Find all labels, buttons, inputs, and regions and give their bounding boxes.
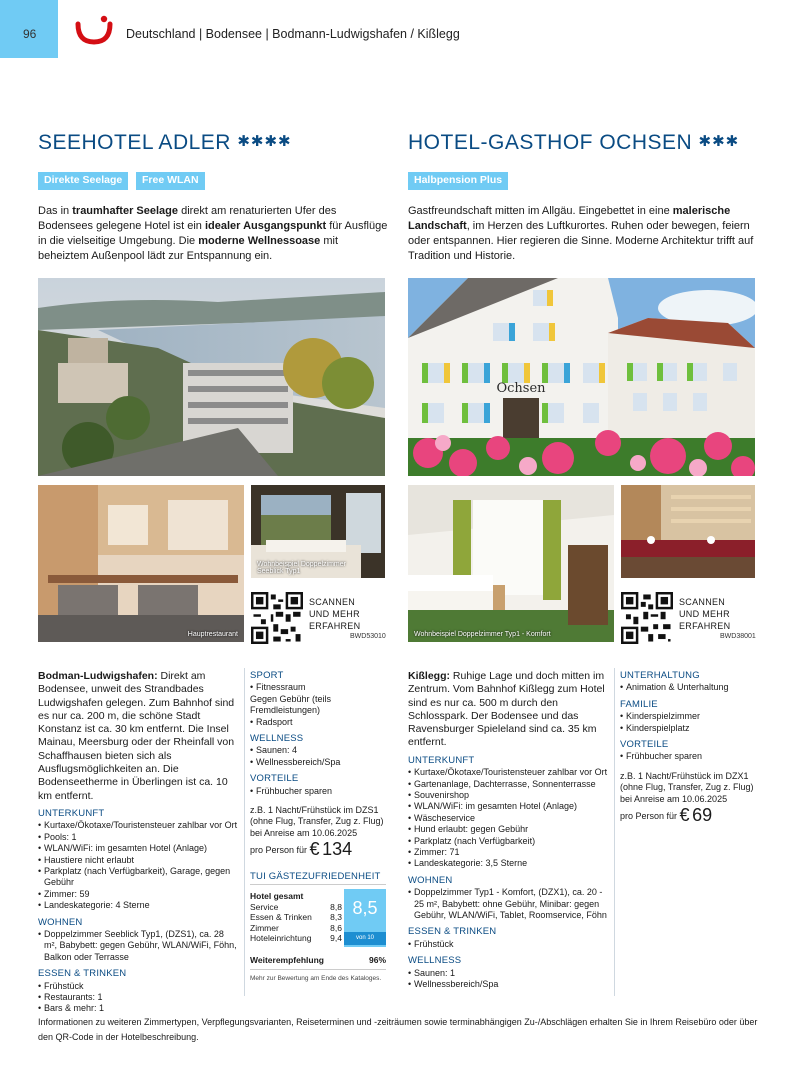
- list-item: • Kinderspielplatz: [620, 723, 756, 734]
- list-wellness-left: [250, 745, 386, 768]
- list-item: • Wäscheservice: [408, 813, 608, 824]
- section-unterkunft-right: UNTERKUNFT: [408, 754, 475, 766]
- section-familie-right: FAMILIE: [620, 698, 658, 710]
- price-example-right: z.B. 1 Nacht/Frühstück im DZX1 (ohne Flug, Transfer, Zug z. Flug) bei Anreise am 10.06.2025: [620, 770, 754, 804]
- price-left: pro Person für € 134: [250, 839, 353, 860]
- photo-aerial-lake: [38, 278, 385, 476]
- list-item: • Doppelzimmer Seeblick Typ1, (DZS1), ca. 28 m², Babybett: gegen Gebühr, WLAN/WiFi, Föhn, Balkon oder Terrasse: [38, 929, 238, 963]
- score-badge: 8,5 von 10: [344, 889, 386, 947]
- badge-wlan: Free WLAN: [136, 172, 205, 190]
- photo-room-right: [408, 485, 614, 642]
- rating-row: Hoteleinrichtung 9,4: [250, 933, 342, 944]
- column-divider: [614, 668, 615, 996]
- list-vorteile-left: [250, 786, 386, 797]
- price-right: pro Person für € 69: [620, 805, 713, 826]
- rating-panel: [250, 885, 386, 983]
- stars-icon: ✱✱✱✱: [237, 133, 292, 150]
- list-item: • Landeskategorie: 4 Sterne: [38, 900, 238, 911]
- tui-logo: [74, 14, 114, 46]
- recommendation-row: Weiterempfehlung 96%: [250, 955, 386, 969]
- badge-halbpension: Halbpension Plus: [408, 172, 508, 190]
- price-amount-right: 69: [692, 805, 713, 826]
- photo-restaurant: [38, 485, 244, 642]
- list-essen-left: [38, 981, 238, 1015]
- photo-facade: [408, 278, 755, 476]
- badge-seelage: Direkte Seelage: [38, 172, 128, 190]
- rating-note: Mehr zur Bewertung am Ende des Kataloges.: [250, 975, 382, 983]
- list-essen-right: [408, 939, 608, 950]
- qr-code-right[interactable]: [621, 592, 673, 644]
- list-item: • Frühstück: [38, 981, 238, 992]
- list-item: • Bars & mehr: 1: [38, 1003, 238, 1014]
- list-sport-left: [250, 682, 386, 693]
- list-item: • Pools: 1: [38, 832, 238, 843]
- list-item: • Parkplatz (nach Verfügbarkeit): [408, 836, 608, 847]
- list-item: • Doppelzimmer Typ1 - Komfort, (DZX1), ca. 20 - 25 m², Babybett: ohne Gebühr, Minibar: gegen Gebühr, WLAN/WiFi, Tablet, Roomservice, Föhn: [408, 887, 608, 921]
- caption-restaurant: Hauptrestaurant: [187, 631, 238, 638]
- list-item: • WLAN/WiFi: im gesamten Hotel (Anlage): [38, 843, 238, 854]
- section-essen-right: ESSEN & TRINKEN: [408, 926, 497, 938]
- section-vorteile-right: VORTEILE: [620, 739, 669, 751]
- rating-row: Essen & Trinken 8,3: [250, 912, 342, 923]
- list-item: • Kinderspielzimmer: [620, 711, 756, 722]
- rating-title: TUI GÄSTEZUFRIEDENHEIT: [250, 871, 386, 885]
- list-familie-right: [620, 711, 756, 734]
- list-unterkunft-left: [38, 820, 238, 911]
- location-text-right: Kißlegg: Ruhige Lage und doch mitten im Zentrum. Vom Bahnhof Kißlegg zum Hotel sind es nur ca. 500 m durch den Schlosspark. Der Bodensee und das Ravensburger Spieleland sind ca. 35 km entfernt.: [408, 670, 605, 749]
- rating-row: Zimmer 8,6: [250, 922, 342, 933]
- list-item: • Kurtaxe/Ökotaxe/Touristensteuer zahlbar vor Ort: [408, 767, 608, 778]
- list-item: • Saunen: 4: [250, 745, 386, 756]
- section-unterhaltung-right: UNTERHALTUNG: [620, 670, 700, 681]
- list-wohnen-left: [38, 929, 238, 963]
- left-details-col1: [38, 670, 238, 1015]
- list-vorteile-right: [620, 751, 756, 762]
- list-unterhaltung-right: [620, 682, 756, 693]
- photo-dining-right: [621, 485, 755, 578]
- price-amount-left: 134: [322, 839, 353, 860]
- list-item: • Souvenirshop: [408, 790, 608, 801]
- list-item: • Haustiere nicht erlaubt: [38, 855, 238, 866]
- sport-fee-note: Gegen Gebühr (teils Fremdleistungen): [250, 693, 332, 716]
- left-details-col2: [250, 670, 386, 983]
- list-item: • Zimmer: 59: [38, 889, 238, 900]
- page-number: 96: [23, 27, 37, 41]
- list-wohnen-right: [408, 887, 608, 921]
- list-item: • Fitnessraum: [250, 682, 386, 693]
- price-example-left: z.B. 1 Nacht/Frühstück im DZS1 (ohne Flug, Transfer, Zug z. Flug) bei Anreise am 10.06.2025: [250, 805, 384, 838]
- caption-room-right: Wohnbeispiel Doppelzimmer Typ1 - Komfort: [414, 631, 551, 638]
- booking-code-left: BWD53010: [350, 633, 386, 640]
- section-wohnen-right: WOHNEN: [408, 874, 453, 886]
- facade-sign: Ochsen: [496, 381, 546, 396]
- list-item: • Frühbucher sparen: [620, 751, 756, 762]
- intro-right: Gastfreundschaft mitten im Allgäu. Eingebettet in eine malerische Landschaft, im Herzen des Luftkurortes. Ruhen oder bewegen, feiern oder entspannen. Hier regieren die Sinne. Moderne Architektur trifft auf Tradition und Historie.: [408, 205, 754, 262]
- list-item: • Landeskategorie: 3,5 Sterne: [408, 858, 608, 869]
- list-unterkunft-right: [408, 767, 608, 870]
- section-unterkunft-left: UNTERKUNFT: [38, 807, 105, 819]
- list-item: • Hund erlaubt: gegen Gebühr: [408, 824, 608, 835]
- list-item: • Wellnessbereich/Spa: [408, 979, 608, 990]
- stars-icon: ✱✱✱: [698, 133, 740, 150]
- list-item: • Wellnessbereich/Spa: [250, 757, 386, 768]
- footer-note: Informationen zu weiteren Zimmertypen, Verpflegungsvarianten, Reiseterminen und -zeiträumen sowie terminabhängigen Zu-/Abschlägen erhalten Sie in Ihrem Reisebüro oder über den QR-Code in der Hotelbeschreibung.: [38, 1017, 758, 1042]
- list-item: • WLAN/WiFi: im gesamten Hotel (Anlage): [408, 801, 608, 812]
- list-item: • Parkplatz (nach Verfügbarkeit), Garage, gegen Gebühr: [38, 866, 238, 889]
- section-wellness-left: WELLNESS: [250, 733, 304, 745]
- list-item: • Frühstück: [408, 939, 608, 950]
- scan-text-right: SCANNEN UND MEHR ERFAHREN: [679, 597, 731, 631]
- right-details-col1: [408, 670, 608, 991]
- list-item: • Restaurants: 1: [38, 992, 238, 1003]
- column-divider: [244, 668, 245, 996]
- section-essen-left: ESSEN & TRINKEN: [38, 968, 127, 980]
- right-details-col2: [620, 670, 756, 826]
- list-item: • Radsport: [250, 717, 386, 728]
- qr-code-left[interactable]: [251, 592, 303, 644]
- hotel-title-left: SEEHOTEL ADLER ✱✱✱✱: [38, 131, 292, 154]
- rating-row: Service 8,8: [250, 901, 342, 912]
- booking-code-right: BWD38001: [720, 633, 756, 640]
- list-item: • Frühbucher sparen: [250, 786, 386, 797]
- list-sport-left-2: [250, 717, 386, 728]
- rating-table: [250, 891, 342, 944]
- scan-text-left: SCANNEN UND MEHR ERFAHREN: [309, 597, 361, 631]
- location-text-left: Bodman-Ludwigshafen: Direkt am Bodensee, unweit des Strandbades Ludwigshafen gelegen. Zum Bahnhof sind es nur ca. 200 m, die schöne Stadt Konstanz ist ca. 30 km entfernt. Die Insel Mainau, Meersburg oder der Rheinfall von Schaffhausen bieten sich als Ausflugsmöglichkeiten an. Die Bodenseetherme in Überlingen ist ca. 10 km entfernt.: [38, 670, 235, 802]
- list-item: • Gartenanlage, Dachterrasse, Sonnenterrasse: [408, 779, 608, 790]
- section-vorteile-left: VORTEILE: [250, 773, 299, 785]
- list-item: • Zimmer: 71: [408, 847, 608, 858]
- photo-room-left: [251, 485, 385, 578]
- list-item: • Saunen: 1: [408, 968, 608, 979]
- list-item: • Kurtaxe/Ökotaxe/Touristensteuer zahlbar vor Ort: [38, 820, 238, 831]
- breadcrumb: Deutschland | Bodensee | Bodmann-Ludwigshafen / Kißlegg: [126, 27, 460, 41]
- intro-left: Das in traumhafter Seelage direkt am renaturierten Ufer des Bodensees gelegene Hotel ist ein idealer Ausgangspunkt für Ausflüge in die vielseitige Umgebung. Die moderne Wellnessoase mit beheiztem Außenpool lädt zur Entspannung ein.: [38, 205, 388, 262]
- list-wellness-right: [408, 968, 608, 991]
- rating-heading: Hotel gesamt: [250, 891, 304, 902]
- section-sport-left: SPORT: [250, 670, 284, 681]
- section-wellness-right: WELLNESS: [408, 955, 462, 967]
- list-item: • Animation & Unterhaltung: [620, 682, 756, 693]
- section-wohnen-left: WOHNEN: [38, 916, 83, 928]
- caption-room-left: Wohnbeispiel Doppelzimmer Seeblick Typ1: [257, 561, 346, 575]
- hotel-title-right: HOTEL-GASTHOF OCHSEN ✱✱✱: [408, 131, 740, 154]
